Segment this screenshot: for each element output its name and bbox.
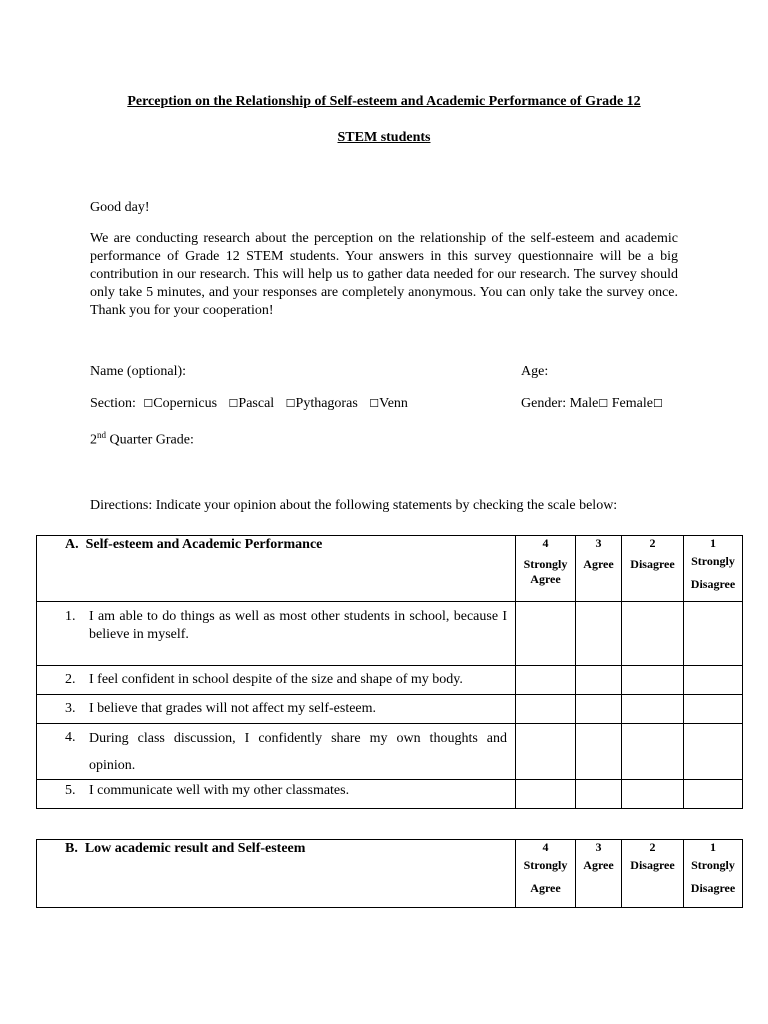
survey-title-line2: STEM students <box>337 130 431 145</box>
checkbox-pythagoras[interactable]: ☐ <box>285 398 296 410</box>
statement-text: I believe that grades will not affect my self-esteem. <box>89 701 377 716</box>
section-a-title-cell <box>37 536 516 602</box>
statement-text: I communicate well with my other classmates. <box>89 783 350 798</box>
scale-4-header: 4 Strongly Agree <box>516 536 576 602</box>
statement-text: I feel confident in school despite of the size and shape of my body. <box>89 672 463 687</box>
section-a-title: Self-esteem and Academic Performance <box>85 537 323 552</box>
response-cell-2[interactable] <box>622 695 684 724</box>
scale-3-header: 3 Agree <box>576 536 622 602</box>
scale-1-header: 1 Strongly Disagree <box>684 536 743 602</box>
section-option-pascal: Pascal <box>238 396 275 411</box>
checkbox-female[interactable]: ☐ <box>652 398 663 410</box>
directions-text: Directions: Indicate your opinion about the following statements by checking the scale below: <box>90 498 618 513</box>
checkbox-copernicus[interactable]: ☐ <box>143 398 154 410</box>
table-row: 3. I believe that grades will not affect my self-esteem. <box>37 695 743 724</box>
grade-ordinal-sup: nd <box>97 430 106 440</box>
scale-3-header: 3 Agree <box>576 840 622 908</box>
section-option-pythagoras: Pythagoras <box>295 396 358 411</box>
gender-row <box>521 395 663 413</box>
gender-option-female: Female <box>611 396 653 411</box>
checkbox-male[interactable]: ☐ <box>598 398 609 410</box>
table-row: 2. I feel confident in school despite of the size and shape of my body. <box>37 666 743 695</box>
response-cell-2[interactable] <box>622 780 684 809</box>
table-row: 5. I communicate well with my other classmates. <box>37 780 743 809</box>
response-cell-3[interactable] <box>576 780 622 809</box>
response-cell-2[interactable] <box>622 724 684 780</box>
section-a-letter: A. <box>65 537 79 552</box>
gender-label: Gender: <box>521 396 567 411</box>
section-a-table <box>36 535 743 809</box>
response-cell-4[interactable] <box>516 695 576 724</box>
name-label: Name (optional): <box>90 364 187 379</box>
grade-label-text: Quarter Grade: <box>109 432 194 448</box>
section-a-header-row <box>37 536 743 602</box>
response-cell-4[interactable] <box>516 666 576 695</box>
response-cell-1[interactable] <box>684 695 743 724</box>
survey-title-line1: Perception on the Relationship of Self-esteem and Academic Performance of Grade 12 <box>127 94 641 109</box>
gender-option-male: Male <box>569 396 599 411</box>
quarter-grade-label <box>90 426 194 450</box>
scale-1-header: 1 Strongly Disagree <box>684 840 743 908</box>
scale-2-header: 2 Disagree <box>622 840 684 908</box>
age-label: Age: <box>521 364 549 379</box>
response-cell-2[interactable] <box>622 602 684 666</box>
grade-ordinal-num: 2 <box>90 432 97 448</box>
section-b-header-row <box>37 840 743 908</box>
response-cell-3[interactable] <box>576 666 622 695</box>
section-row <box>90 395 408 413</box>
response-cell-3[interactable] <box>576 724 622 780</box>
response-cell-3[interactable] <box>576 695 622 724</box>
greeting: Good day! <box>90 200 150 215</box>
checkbox-pascal[interactable]: ☐ <box>228 398 239 410</box>
statement-text: During class discussion, I confidently share my own thoughts and opinion. <box>89 731 507 773</box>
response-cell-4[interactable] <box>516 602 576 666</box>
section-b-title: Low academic result and Self-esteem <box>84 841 306 856</box>
statement-text: I am able to do things as well as most other students in school, because I believe in myself. <box>89 609 507 642</box>
table-row: 4. During class discussion, I confidently share my own thoughts and opinion. <box>37 724 743 780</box>
scale-4-header: 4 Strongly Agree <box>516 840 576 908</box>
response-cell-3[interactable] <box>576 602 622 666</box>
checkbox-venn[interactable]: ☐ <box>369 398 380 410</box>
response-cell-1[interactable] <box>684 780 743 809</box>
response-cell-4[interactable] <box>516 780 576 809</box>
intro-paragraph: We are conducting research about the perception on the relationship of the self-esteem and academic performance of Grade 12 STEM students. Your answers in this survey questionnaire will be a big contribution in our research. This will help us to gather data needed for our research. The survey should only take 5 minutes, and your responses are completely anonymous. You can only take the survey once. Thank you for your cooperation! <box>90 231 678 318</box>
section-label: Section: <box>90 396 136 411</box>
table-row: 1. I am able to do things as well as most other students in school, because I believe in myself. <box>37 602 743 666</box>
response-cell-1[interactable] <box>684 666 743 695</box>
scale-2-header: 2 Disagree <box>622 536 684 602</box>
section-b-title-cell <box>37 840 516 908</box>
response-cell-1[interactable] <box>684 602 743 666</box>
section-b-table <box>36 839 743 908</box>
section-option-venn: Venn <box>379 396 408 411</box>
response-cell-1[interactable] <box>684 724 743 780</box>
section-b-letter: B. <box>65 841 78 856</box>
response-cell-4[interactable] <box>516 724 576 780</box>
response-cell-2[interactable] <box>622 666 684 695</box>
section-option-copernicus: Copernicus <box>153 396 218 411</box>
